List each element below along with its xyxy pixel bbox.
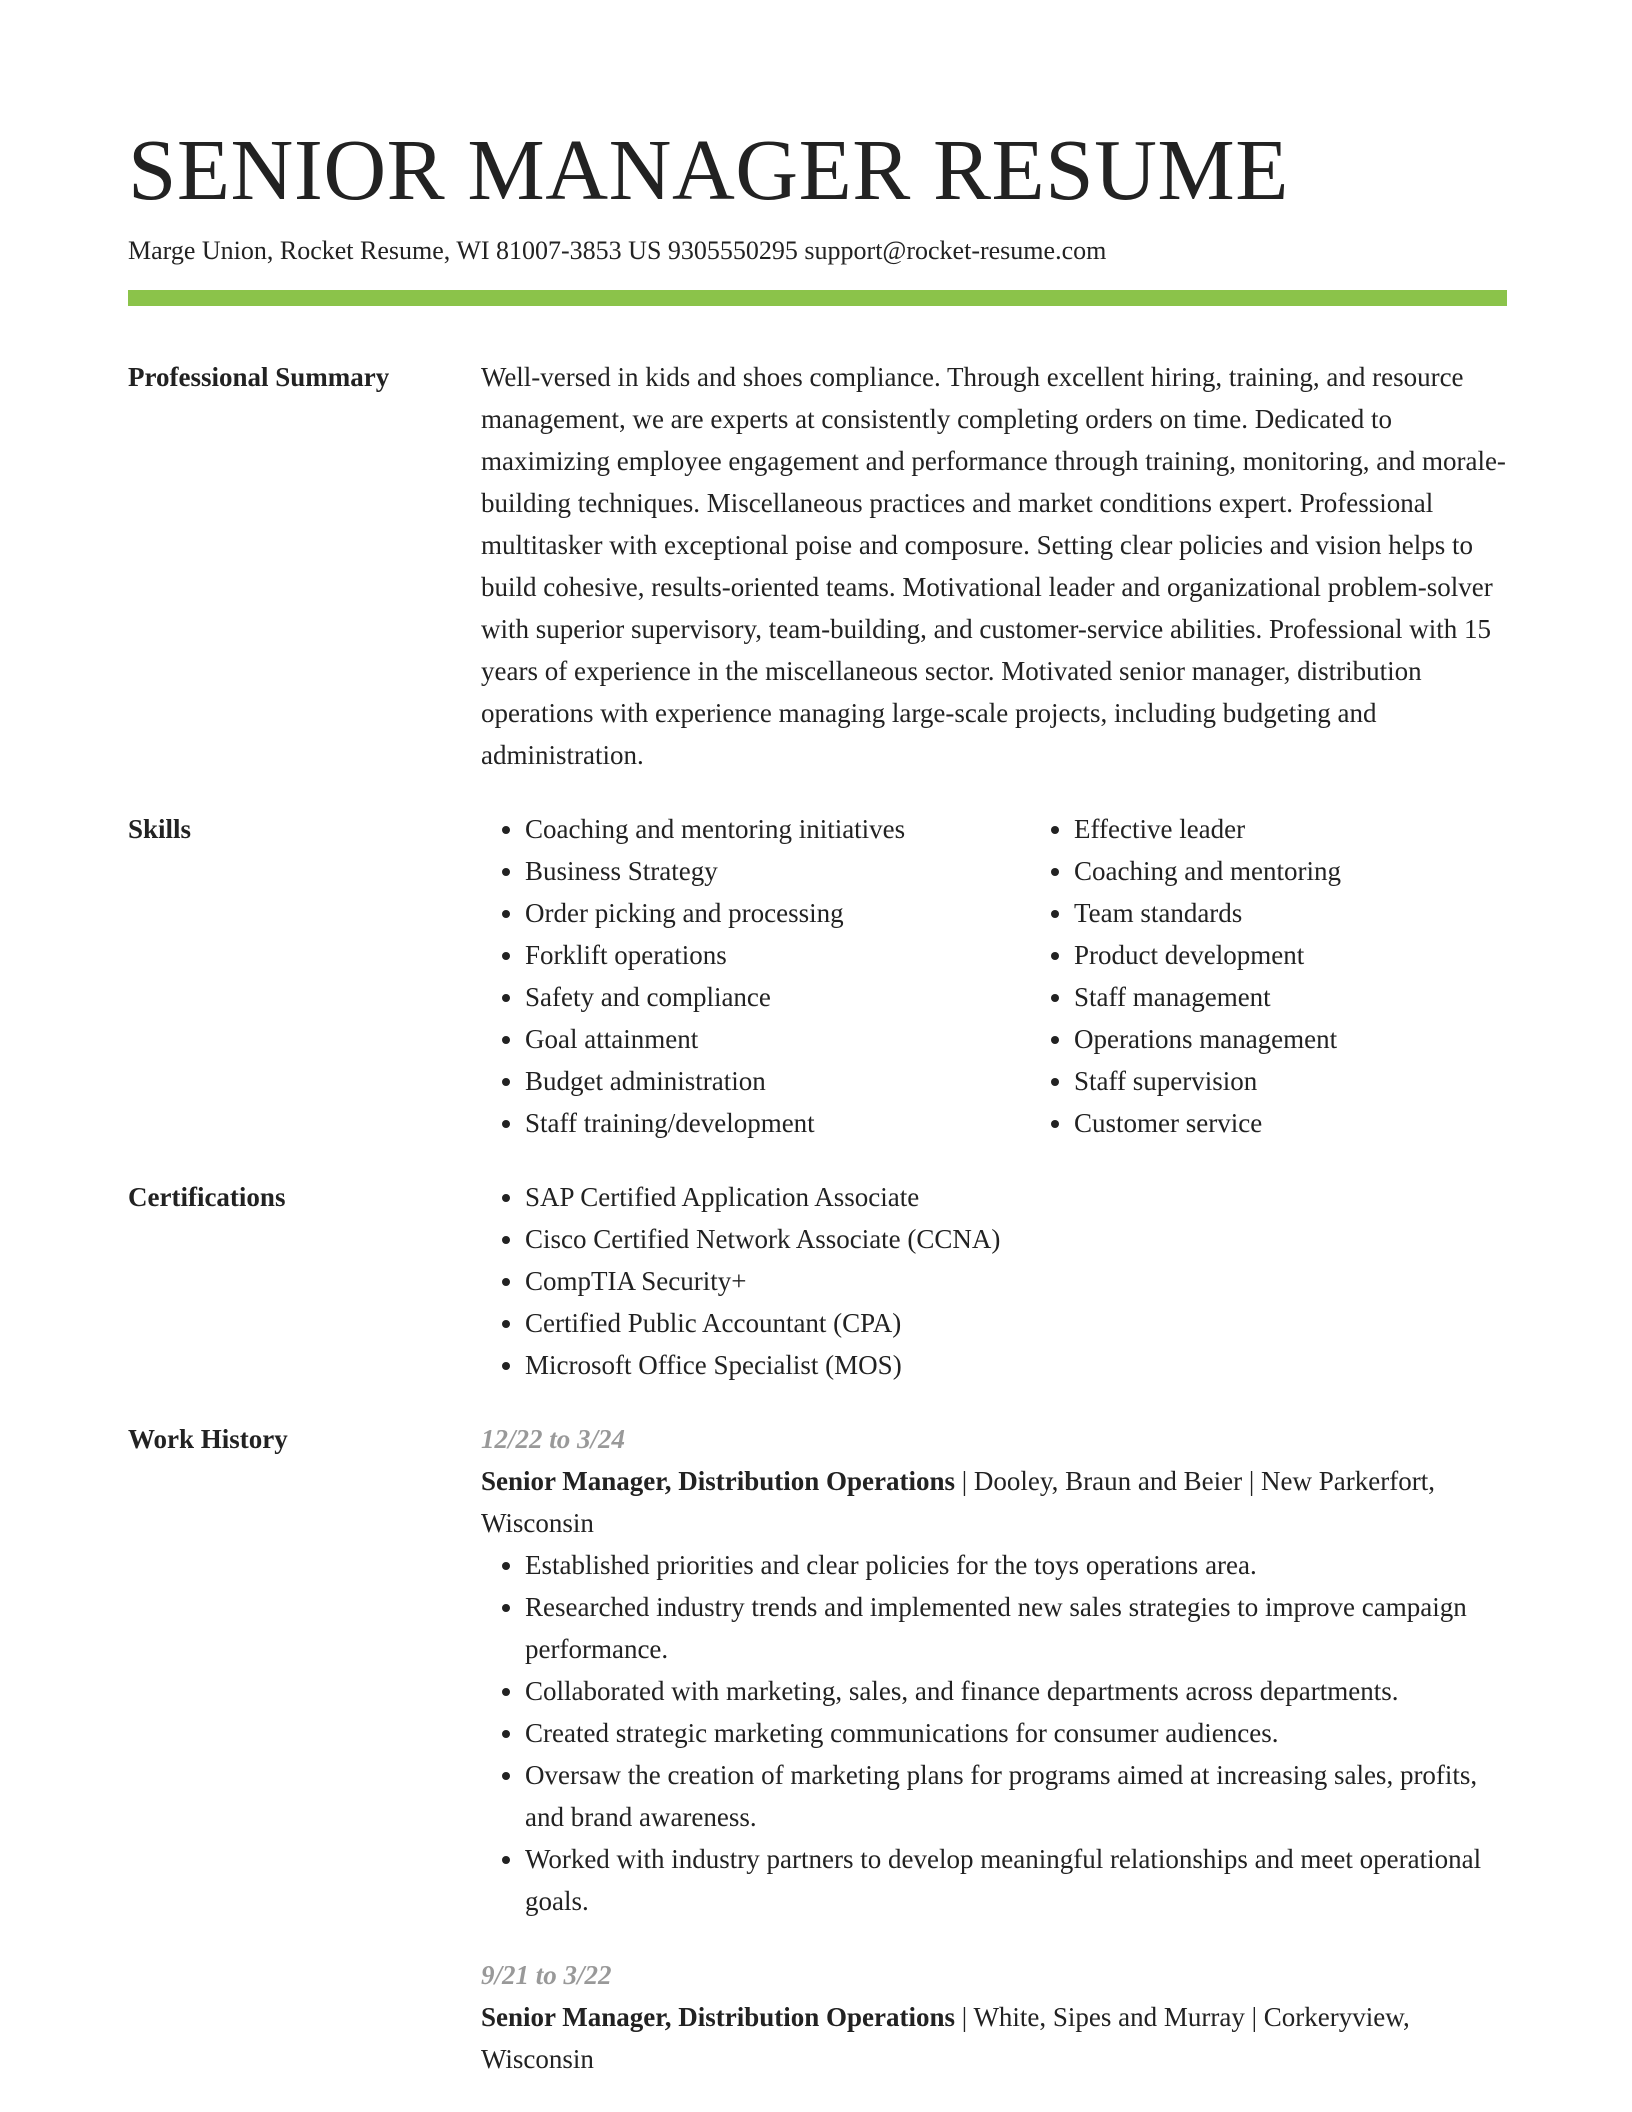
job-bullet: • Worked with industry partners to develop meaningful relationships and meet operational goals. (525, 1838, 1507, 1922)
skill-item: • Business Strategy (525, 850, 1030, 892)
certification-item: • SAP Certified Application Associate (525, 1176, 1507, 1218)
skills-list-right (1030, 808, 1341, 1144)
job-header (481, 1996, 1507, 2080)
job-header (481, 1460, 1507, 1544)
job-entry (481, 1418, 1507, 1922)
skill-item: • Team standards (1074, 892, 1341, 934)
skill-item: • Product development (1074, 934, 1341, 976)
skill-item: • Goal attainment (525, 1018, 1030, 1060)
certifications-heading: Certifications (128, 1182, 286, 1212)
job-entry (481, 1954, 1507, 2080)
job-bullet: • Created strategic marketing communications for consumer audiences. (525, 1712, 1507, 1754)
skill-item: • Staff management (1074, 976, 1341, 1018)
skill-item: • Forklift operations (525, 934, 1030, 976)
work-history-section (128, 1418, 1507, 2080)
skill-item: • Order picking and processing (525, 892, 1030, 934)
summary-text: Well-versed in kids and shoes compliance. Through excellent hiring, training, and resource management, we are experts at consistently completing orders on time. Dedicated to maximizing employee engagement and performance through training, monitoring, and morale-building techniques. Miscellaneous practices and market conditions expert. Professional multitasker with exceptional poise and composure. Setting clear policies and vision helps to build cohesive, results-oriented teams. Motivational leader and organizational problem-solver with superior supervisory, team-building, and customer-service abilities. Professional with 15 years of experience in the miscellaneous sector. Motivated senior manager, distribution operations with experience managing large-scale projects, including budgeting and administration. (481, 362, 1506, 770)
job-details: | White, Sipes and Murray | Corkeryview, Wisconsin (481, 2002, 1410, 2074)
summary-heading: Professional Summary (128, 362, 390, 392)
job-title: Senior Manager, Distribution Operations (481, 2002, 956, 2032)
job-bullet: • Collaborated with marketing, sales, and finance departments across departments. (525, 1670, 1507, 1712)
work-history-heading: Work History (128, 1424, 288, 1454)
skill-item: • Safety and compliance (525, 976, 1030, 1018)
skill-item: • Budget administration (525, 1060, 1030, 1102)
summary-section (128, 356, 1507, 776)
resume-title: SENIOR MANAGER RESUME (128, 121, 1289, 218)
skill-item: • Customer service (1074, 1102, 1341, 1144)
job-bullet: • Established priorities and clear policies for the toys operations area. (525, 1544, 1507, 1586)
skills-list-left (481, 808, 1030, 1144)
skill-item: • Effective leader (1074, 808, 1341, 850)
certification-item: • Certified Public Accountant (CPA) (525, 1302, 1507, 1344)
contact-line: Marge Union, Rocket Resume, WI 81007-3853 US 9305550295 support@rocket-resume.com (128, 236, 1107, 265)
job-title: Senior Manager, Distribution Operations (481, 1466, 956, 1496)
skills-section (128, 808, 1507, 1144)
certifications-section (128, 1176, 1507, 1386)
job-bullet: • Researched industry trends and implemented new sales strategies to improve campaign performance. (525, 1586, 1507, 1670)
skills-heading: Skills (128, 814, 192, 844)
skill-item: • Coaching and mentoring initiatives (525, 808, 1030, 850)
certification-item: • Microsoft Office Specialist (MOS) (525, 1344, 1507, 1386)
job-details: | Dooley, Braun and Beier | New Parkerfort, Wisconsin (481, 1466, 1435, 1538)
job-dates: 12/22 to 3/24 (481, 1424, 626, 1454)
certification-item: • Cisco Certified Network Associate (CCNA) (525, 1218, 1507, 1260)
skill-item: • Operations management (1074, 1018, 1341, 1060)
skill-item: • Staff supervision (1074, 1060, 1341, 1102)
skill-item: • Staff training/development (525, 1102, 1030, 1144)
skill-item: • Coaching and mentoring (1074, 850, 1341, 892)
resume-page (128, 118, 1507, 2080)
accent-divider (128, 290, 1507, 306)
job-bullets (481, 1544, 1507, 1922)
job-bullet: • Oversaw the creation of marketing plans for programs aimed at increasing sales, profits, and brand awareness. (525, 1754, 1507, 1838)
certifications-list (481, 1176, 1507, 1386)
certification-item: • CompTIA Security+ (525, 1260, 1507, 1302)
job-dates: 9/21 to 3/22 (481, 1960, 612, 1990)
